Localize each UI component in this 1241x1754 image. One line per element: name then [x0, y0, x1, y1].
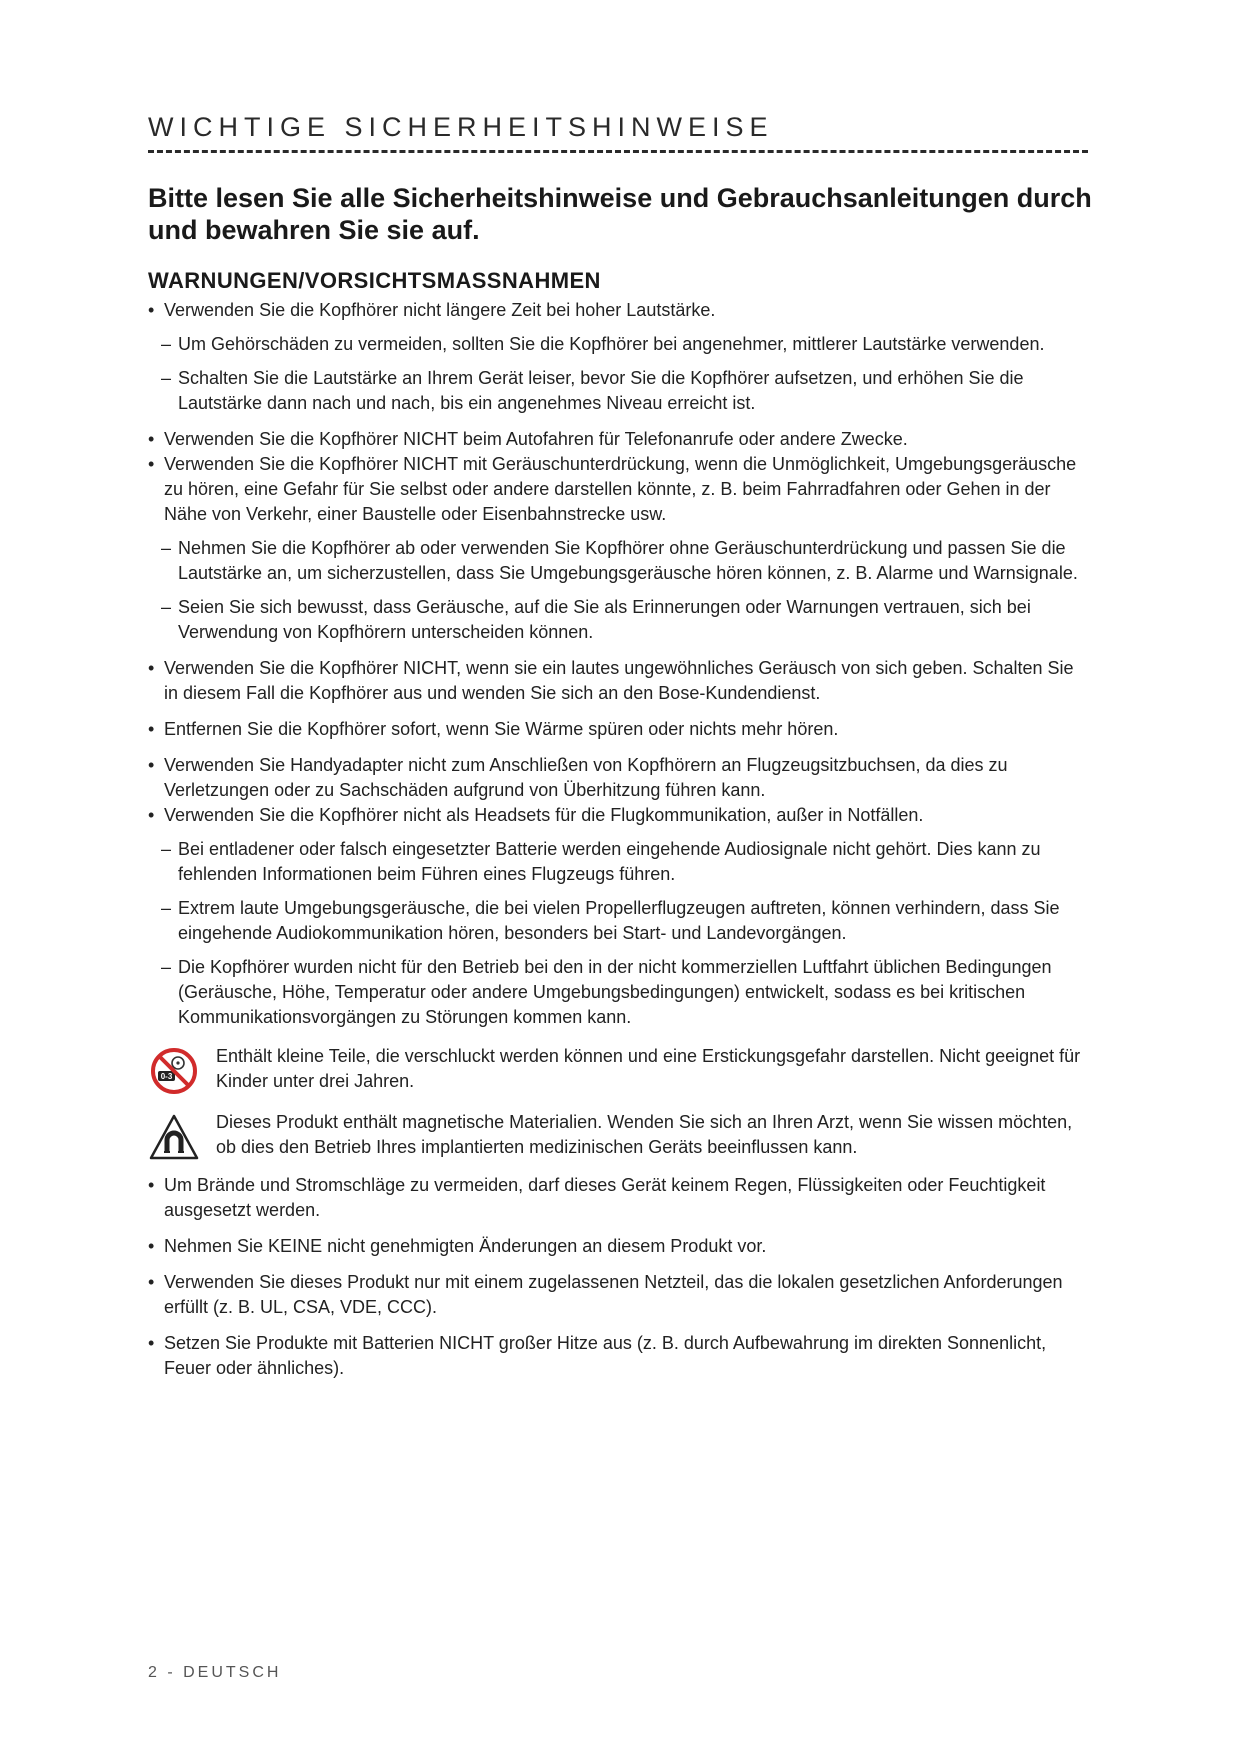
- warning-subitem: – Die Kopfhörer wurden nicht für den Betrieb bei den in der nicht kommerziellen Luftfahrt üblichen Bedingungen (Geräusche, Höhe, Temperatur oder andere Umgebungsbedingungen) entwickelt, sodass es bei kritischen Kommunikationsvorgängen zu Störungen kommen kann.: [148, 955, 1088, 1030]
- warning-item: • Verwenden Sie die Kopfhörer NICHT, wenn sie ein lautes ungewöhnliches Geräusch von sich geben. Schalten Sie in diesem Fall die Kopfhörer aus und wenden Sie sich an den Bose-Kundendienst.: [148, 656, 1088, 706]
- page-footer: 2 - DEUTSCH: [148, 1664, 282, 1681]
- warning-subitem: – Um Gehörschäden zu vermeiden, sollten Sie die Kopfhörer bei angenehmer, mittlerer Lautstärke verwenden.: [148, 332, 1088, 357]
- warning-subitem: – Nehmen Sie die Kopfhörer ab oder verwenden Sie Kopfhörer ohne Geräuschunterdrückung und passen Sie die Lautstärke an, um sicherzustellen, dass Sie Umgebungsgeräusche hören können, z. B. Alarme und Warnsignale.: [148, 536, 1088, 586]
- notice-text: Enthält kleine Teile, die verschluckt werden können und eine Erstickungsgefahr darstellen. Nicht geeignet für Kinder unter drei Jahren.: [216, 1046, 1081, 1091]
- warning-item: • Verwenden Sie dieses Produkt nur mit einem zugelassenen Netzteil, das die lokalen gesetzlichen Anforderungen erfüllt (z. B. UL, CSA, VDE, CCC).: [148, 1270, 1088, 1320]
- warning-item: • Entfernen Sie die Kopfhörer sofort, wenn Sie Wärme spüren oder nichts mehr hören.: [148, 717, 1088, 742]
- section-heading: WARNUNGEN/VORSICHTSMASSNAHMEN: [148, 268, 601, 293]
- page-title: WICHTIGE SICHERHEITSHINWEISE: [148, 112, 774, 142]
- warning-subitem: – Seien Sie sich bewusst, dass Geräusche, auf die Sie als Erinnerungen oder Warnungen vertrauen, sich bei Verwendung von Kopfhörern unterscheiden können.: [148, 595, 1088, 645]
- notice-text: Dieses Produkt enthält magnetische Materialien. Wenden Sie sich an Ihren Arzt, wenn Sie wissen möchten, ob dies den Betrieb Ihres implantierten medizinischen Geräts beeinflussen kann.: [216, 1112, 1073, 1157]
- warning-item: • Verwenden Sie die Kopfhörer nicht längere Zeit bei hoher Lautstärke.: [148, 298, 1088, 323]
- warning-group: [148, 452, 1088, 645]
- warning-group: [148, 298, 1088, 416]
- choking-hazard-icon: [148, 1046, 200, 1096]
- magnet-notice: [148, 1110, 1088, 1162]
- warning-item: • Verwenden Sie die Kopfhörer NICHT beim Autofahren für Telefonanrufe oder andere Zwecke.: [148, 427, 1088, 452]
- warning-subitem: – Extrem laute Umgebungsgeräusche, die bei vielen Propellerflugzeugen auftreten, können verhindern, dass Sie eingehende Audiokommunikation hören, besonders bei Start- und Landevorgängen.: [148, 896, 1088, 946]
- warning-item: • Um Brände und Stromschläge zu vermeiden, darf dieses Gerät keinem Regen, Flüssigkeiten oder Feuchtigkeit ausgesetzt werden.: [148, 1173, 1088, 1223]
- warning-item: • Verwenden Sie die Kopfhörer NICHT mit Geräuschunterdrückung, wenn die Unmöglichkeit, Umgebungsgeräusche zu hören, eine Gefahr für Sie selbst oder andere darstellen könnte, z. B. beim Fahrradfahren oder Gehen in der Nähe von Verkehr, einer Baustelle oder Eisenbahnstrecke usw.: [148, 452, 1088, 527]
- warning-item: • Nehmen Sie KEINE nicht genehmigten Änderungen an diesem Produkt vor.: [148, 1234, 1088, 1259]
- age-range-label: 0-3: [160, 1072, 173, 1081]
- magnet-warning-icon: [148, 1112, 200, 1162]
- warning-item: • Setzen Sie Produkte mit Batterien NICHT großer Hitze aus (z. B. durch Aufbewahrung im direkten Sonnenlicht, Feuer oder ähnliches).: [148, 1331, 1088, 1381]
- intro-text: Bitte lesen Sie alle Sicherheitshinweise und Gebrauchsanleitungen durch und bewahren Sie sie auf.: [148, 183, 1092, 245]
- warning-item: • Verwenden Sie Handyadapter nicht zum Anschließen von Kopfhörern an Flugzeugsitzbuchsen, da dies zu Verletzungen oder zu Sachschäden aufgrund von Überhitzung führen kann.: [148, 753, 1088, 803]
- title-divider: [148, 150, 1088, 153]
- warning-group: [148, 803, 1088, 1030]
- choking-hazard-notice: [148, 1044, 1088, 1096]
- warning-subitem: – Schalten Sie die Lautstärke an Ihrem Gerät leiser, bevor Sie die Kopfhörer aufsetzen, und erhöhen Sie die Lautstärke dann nach und nach, bis ein angenehmes Niveau erreicht ist.: [148, 366, 1088, 416]
- warning-subitem: – Bei entladener oder falsch eingesetzter Batterie werden eingehende Audiosignale nicht gehört. Dies kann zu fehlenden Informationen beim Führen eines Flugzeugs führen.: [148, 837, 1088, 887]
- warnings-content: [148, 298, 1088, 1381]
- warning-item: • Verwenden Sie die Kopfhörer nicht als Headsets für die Flugkommunikation, außer in Notfällen.: [148, 803, 1088, 828]
